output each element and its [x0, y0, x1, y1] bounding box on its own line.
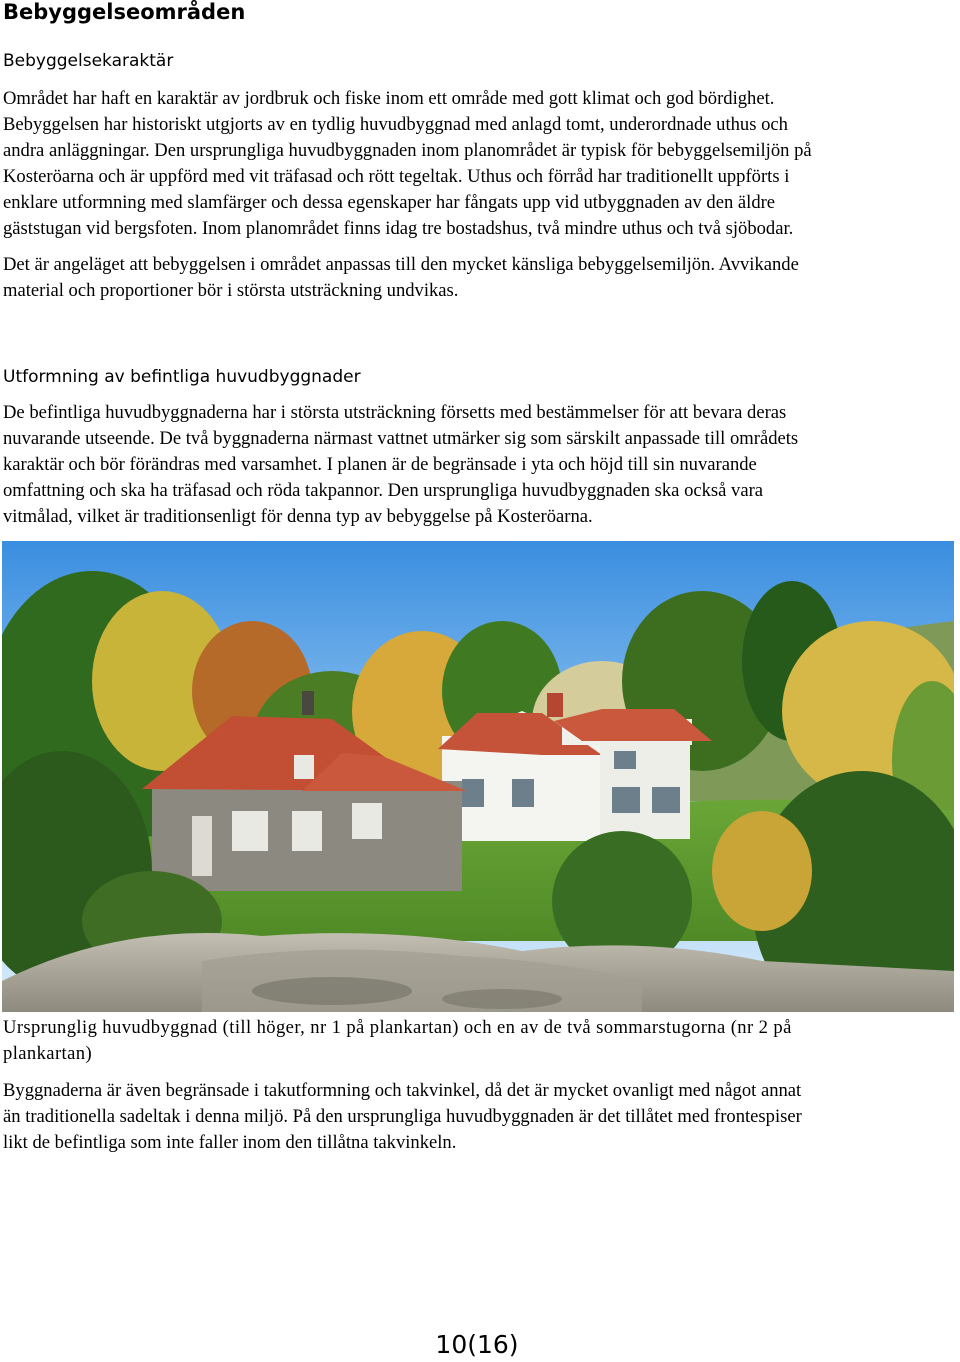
- text-line: enklare utformning med slamfärger och dessa egenskaper har fångats upp vid utbyggnaden av den äldre: [3, 192, 776, 213]
- text-line: Bebyggelsen har historiskt utgjorts av en tydlig huvudbyggnad med anlagd tomt, underordnade uthus och: [3, 114, 788, 135]
- house-photo: [2, 541, 954, 1012]
- text-line: omfattning och ska ha träfasad och röda takpannor. Den ursprungliga huvudbyggnaden ska också vara: [3, 480, 764, 501]
- text-line: karaktär och bör förändras med varsamhet. I planen är de begränsade i yta och höjd till sin nuvarande: [3, 454, 757, 475]
- text-line: än traditionella sadeltak i denna miljö. På den ursprungliga huvudbyggnaden är det tillåtet med frontespiser: [3, 1106, 802, 1127]
- paragraph-anpassning: [3, 252, 957, 304]
- text-line: gäststugan vid bergsfoten. Inom planområdet finns idag tre bostadshus, två mindre uthus och två sjöbodar.: [3, 218, 794, 239]
- heather-patch: [442, 989, 562, 1009]
- house-photo-illustration: [2, 541, 954, 1012]
- caption-line: Ursprunglig huvudbyggnad (till höger, nr 1 på plankartan) och en av de två sommarstugorna (nr 2 på: [3, 1017, 792, 1038]
- page-number: 10(16): [435, 1330, 519, 1359]
- paragraph-utformning: [3, 400, 957, 530]
- text-line: likt de befintliga som inte faller inom den tillåtna takvinkeln.: [3, 1132, 457, 1153]
- photo-caption: [3, 1015, 957, 1067]
- page-heading: Bebyggelseområden: [3, 0, 246, 24]
- text-line: nuvarande utseende. De två byggnaderna närmast vattnet utmärker sig som särskilt anpassade till områdets: [3, 428, 799, 449]
- caption-line: plankartan): [3, 1043, 93, 1064]
- heather-patch: [252, 977, 412, 1005]
- text-line: andra anläggningar. Den ursprungliga huvudbyggnaden inom planområdet är typisk för bebyggelsemiljön på: [3, 140, 812, 161]
- section-heading-utformning: Utformning av befintliga huvudbyggnader: [3, 367, 361, 387]
- text-line: Kosteröarna och är uppförd med vit träfasad och rött tegeltak. Uthus och förråd har traditionellt uppförts i: [3, 166, 790, 187]
- paragraph-bebyggelsekaraktar: [3, 86, 957, 242]
- paragraph-takutformning: [3, 1078, 957, 1156]
- text-line: vitmålad, vilket är traditionsenligt för denna typ av bebyggelse på Kosteröarna.: [3, 506, 593, 527]
- section-heading-bebyggelsekaraktar: Bebyggelsekaraktär: [3, 51, 174, 71]
- text-line: Det är angeläget att bebyggelsen i området anpassas till den mycket känsliga bebyggelsemiljön. Avvikande: [3, 254, 799, 275]
- text-line: Området har haft en karaktär av jordbruk och fiske inom ett område med gott klimat och god bördighet.: [3, 88, 775, 109]
- text-line: Byggnaderna är även begränsade i takutformning och takvinkel, då det är mycket ovanligt med något annat: [3, 1080, 802, 1101]
- text-line: material och proportioner bör i största utsträckning undvikas.: [3, 280, 459, 301]
- text-line: De befintliga huvudbyggnaderna har i största utsträckning försetts med bestämmelser för att bevara deras: [3, 402, 787, 423]
